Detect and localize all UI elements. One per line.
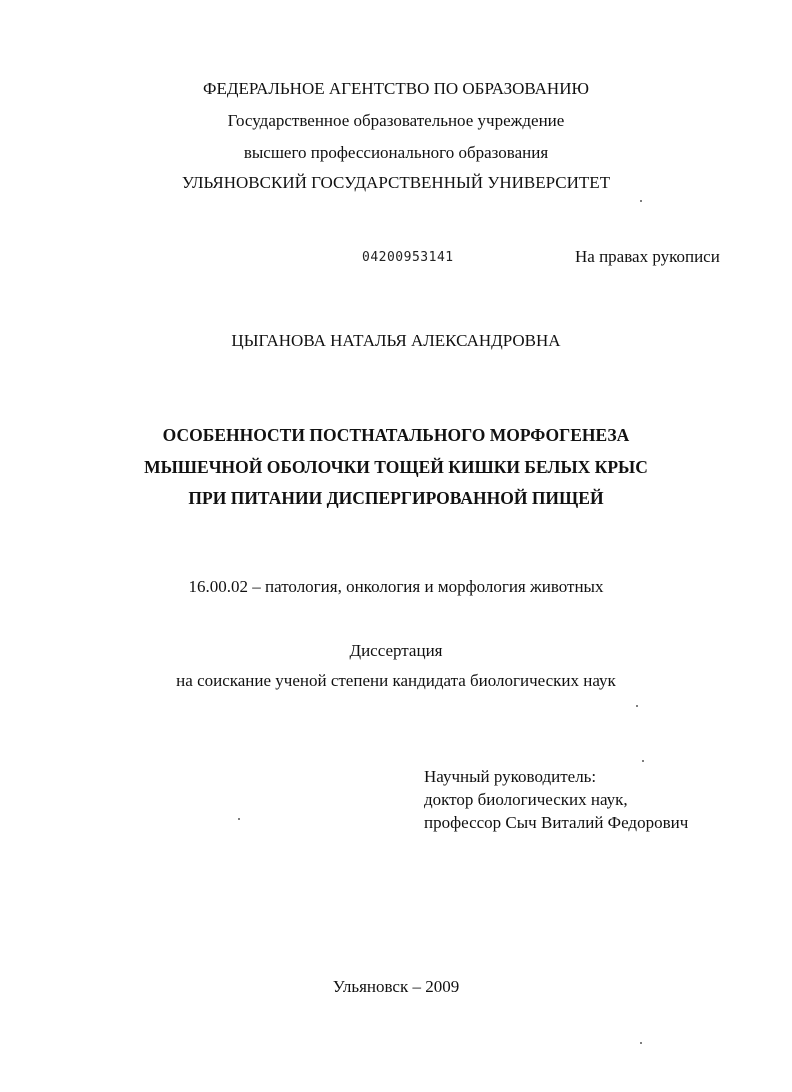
- dissertation-title-line-1: ОСОБЕННОСТИ ПОСТНАТАЛЬНОГО МОРФОГЕНЕЗА: [162, 425, 630, 445]
- university-name: УЛЬЯНОВСКИЙ ГОСУДАРСТВЕННЫЙ УНИВЕРСИТЕТ: [181, 173, 611, 192]
- manuscript-note: На правах рукописи: [575, 247, 720, 266]
- scan-speck: [636, 705, 638, 707]
- scan-speck: [238, 818, 240, 820]
- supervisor-label: Научный руководитель:: [424, 767, 597, 786]
- institution-type: Государственное образовательное учреждение: [227, 111, 565, 130]
- scan-speck: [640, 200, 642, 202]
- specialty-code: 16.00.02 – патология, онкология и морфология животных: [188, 577, 604, 596]
- degree-sought: на соискание ученой степени кандидата биологических наук: [176, 671, 616, 690]
- dissertation-title-line-2: МЫШЕЧНОЙ ОБОЛОЧКИ ТОЩЕЙ КИШКИ БЕЛЫХ КРЫС: [144, 457, 648, 477]
- dissertation-title-line-3: ПРИ ПИТАНИИ ДИСПЕРГИРОВАННОЙ ПИЩЕЙ: [188, 488, 604, 508]
- scan-speck: [642, 760, 644, 762]
- education-level: высшего профессионального образования: [243, 143, 549, 162]
- place-and-year: Ульяновск – 2009: [332, 977, 460, 996]
- author-name: ЦЫГАНОВА НАТАЛЬЯ АЛЕКСАНДРОВНА: [231, 331, 561, 350]
- supervisor-degree: доктор биологических наук,: [424, 790, 628, 809]
- supervisor-name: профессор Сыч Виталий Федорович: [424, 813, 689, 832]
- archive-code: 04200953141: [362, 250, 454, 265]
- supervisor-block: [424, 765, 688, 834]
- work-type: Диссертация: [349, 641, 443, 660]
- agency-name: ФЕДЕРАЛЬНОЕ АГЕНТСТВО ПО ОБРАЗОВАНИЮ: [203, 79, 589, 98]
- scan-speck: [640, 1042, 642, 1044]
